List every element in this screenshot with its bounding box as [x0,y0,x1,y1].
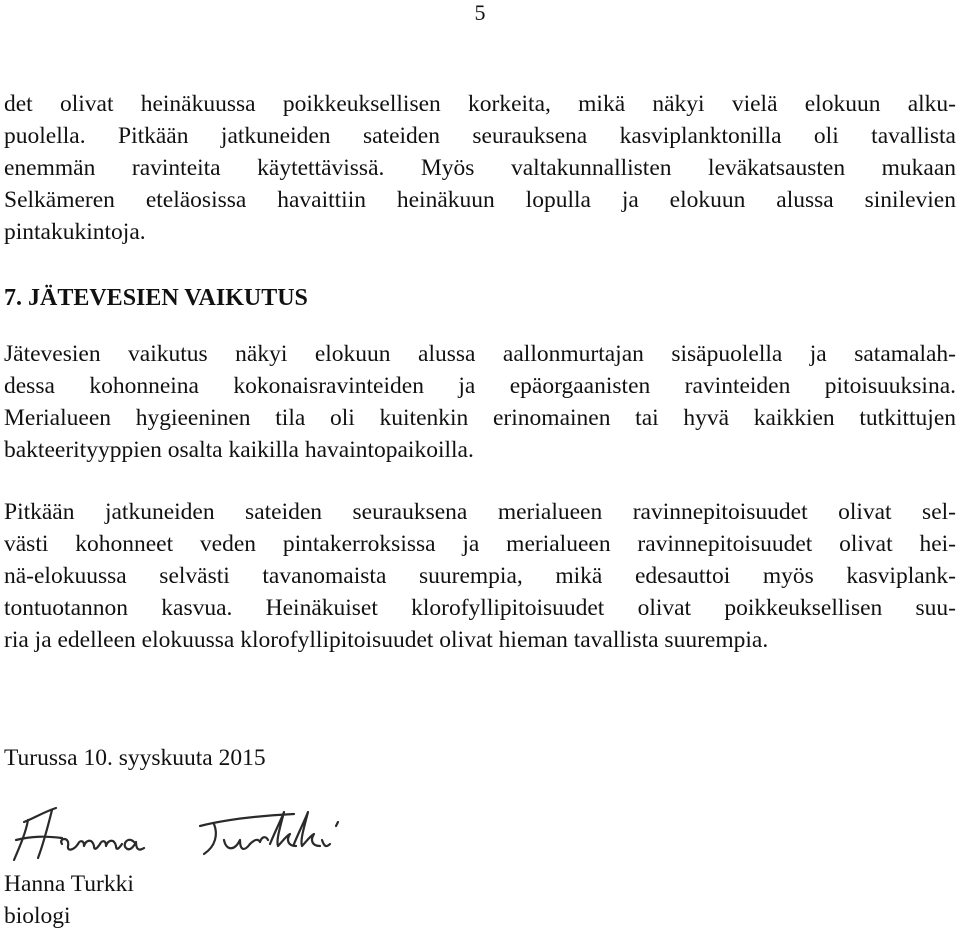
paragraph-1-line: Selkämeren eteläosissa havaittiin heinäkuun lopulla ja elokuun alussa sinilevien [4,187,956,213]
section-heading: 7. JÄTEVESIEN VAIKUTUS [4,285,308,311]
signature-image [4,800,364,870]
paragraph-1-line: det olivat heinäkuussa poikkeuksellisen korkeita, mikä näkyi vielä elokuun alku- [4,91,956,117]
paragraph-3-line: tontuotannon kasvua. Heinäkuiset klorofyllipitoisuudet olivat poikkeuksellisen suu- [4,595,956,621]
paragraph-1-line: pintakukintoja. [4,219,146,245]
paragraph-2-line: Merialueen hygieeninen tila oli kuitenkin erinomainen tai hyvä kaikkien tutkittujen [4,405,956,431]
page-number: 5 [474,0,486,25]
signer-title: biologi [4,903,71,929]
paragraph-3-line: ria ja edelleen elokuussa klorofyllipitoisuudet olivat hieman tavallista suurempia. [4,627,769,653]
paragraph-3-line: nä-elokuussa selvästi tavanomaista suurempia, mikä edesauttoi myös kasviplank- [4,563,956,589]
closing-place-date: Turussa 10. syyskuuta 2015 [4,745,266,771]
paragraph-1-line: puolella. Pitkään jatkuneiden sateiden seurauksena kasviplanktonilla oli tavallista [4,123,956,149]
signer-name: Hanna Turkki [4,871,134,897]
paragraph-2-line: bakteerityyppien osalta kaikilla havaintopaikoilla. [4,437,474,463]
paragraph-3-line: Pitkään jatkuneiden sateiden seurauksena merialueen ravinnepitoisuudet olivat sel- [4,499,956,525]
paragraph-2-line: dessa kohonneina kokonaisravinteiden ja epäorgaanisten ravinteiden pitoisuuksina. [4,373,956,399]
paragraph-2-line: Jätevesien vaikutus näkyi elokuun alussa aallonmurtajan sisäpuolella ja satamalah- [4,341,956,367]
paragraph-3-line: västi kohonneet veden pintakerroksissa ja merialueen ravinnepitoisuudet olivat hei- [4,531,956,557]
paragraph-1-line: enemmän ravinteita käytettävissä. Myös valtakunnallisten leväkatsausten mukaan [4,155,956,181]
